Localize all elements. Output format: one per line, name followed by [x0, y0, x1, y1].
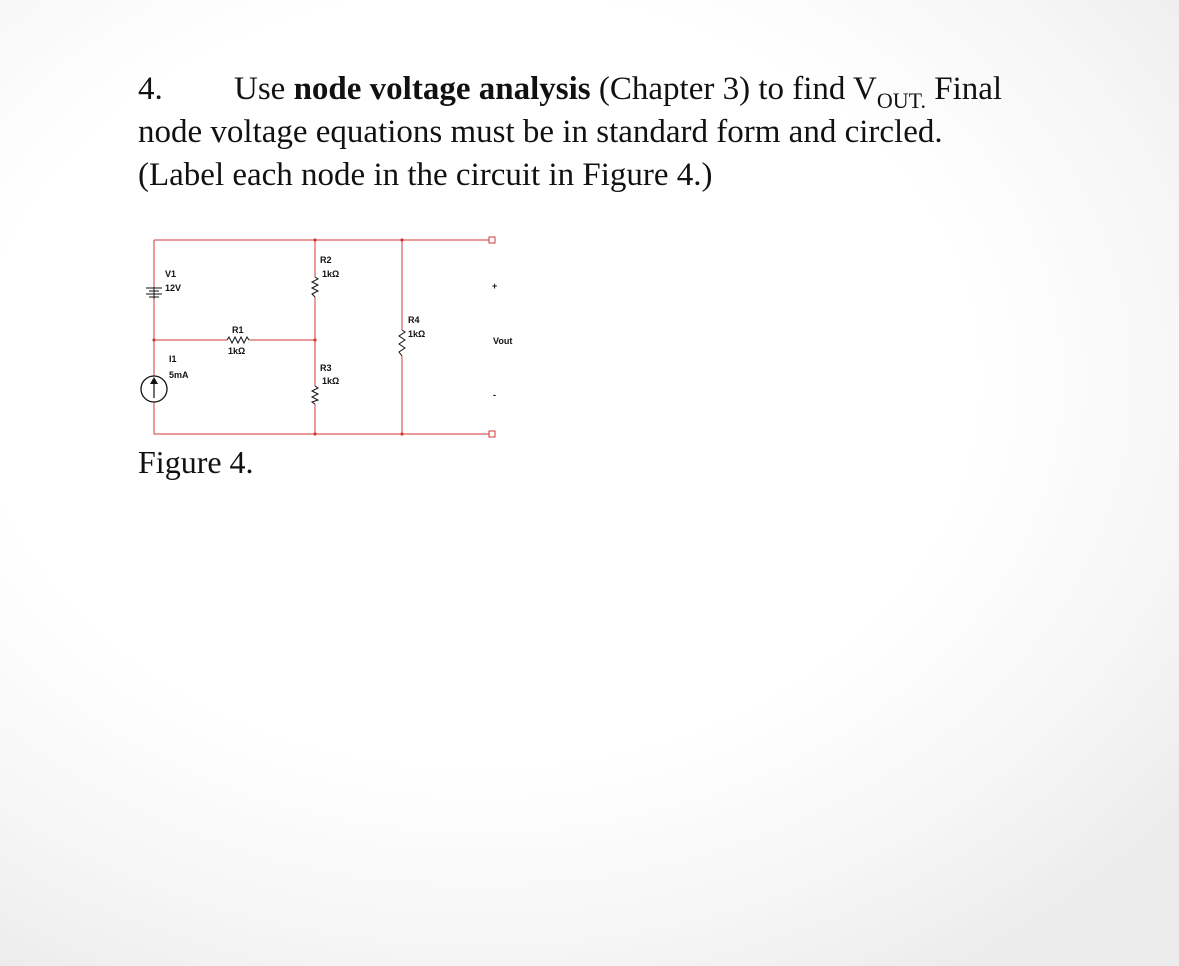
- junction-dot: [400, 432, 403, 435]
- junction-dot: [313, 432, 316, 435]
- junction-dot: [152, 338, 155, 341]
- resistor-r2-symbol: [312, 277, 318, 297]
- i1-value-label: 5mA: [169, 370, 189, 380]
- problem-text-3: Final: [925, 71, 1003, 107]
- current-source-i1-symbol: [141, 376, 167, 402]
- resistor-r1-symbol: [227, 337, 249, 343]
- r4-value-label: 1kΩ: [408, 329, 426, 339]
- v1-value-label: 12V: [165, 283, 182, 293]
- output-terminal-bottom: [489, 431, 495, 437]
- problem-number: 4.: [138, 71, 163, 107]
- output-terminal-top: [489, 237, 495, 243]
- output-minus-label: -: [493, 390, 496, 400]
- resistor-r3-symbol: [312, 386, 318, 404]
- r1-value-label: 1kΩ: [228, 346, 246, 356]
- junction-dot: [313, 338, 316, 341]
- problem-line-2: node voltage equations must be in standard form and circled.: [138, 114, 943, 150]
- output-vout-label: Vout: [493, 336, 513, 346]
- output-plus-label: +: [492, 281, 498, 291]
- i1-name-label: I1: [169, 354, 177, 364]
- problem-text-2: (Chapter 3) to find V: [590, 71, 877, 107]
- voltage-source-v1-symbol: [146, 287, 162, 299]
- r1-name-label: R1: [232, 325, 244, 335]
- vout-subscript: OUT.: [876, 88, 926, 113]
- r4-name-label: R4: [408, 315, 420, 325]
- problem-bold-phrase: node voltage analysis: [293, 71, 591, 107]
- junction-dot: [313, 238, 316, 241]
- r3-value-label: 1kΩ: [322, 376, 340, 386]
- r2-value-label: 1kΩ: [322, 269, 340, 279]
- figure-caption: Figure 4.: [138, 444, 254, 480]
- r2-name-label: R2: [320, 255, 332, 265]
- problem-line-3: (Label each node in the circuit in Figure 4.): [138, 157, 713, 193]
- circuit-schematic: [130, 228, 530, 448]
- v1-name-label: V1: [165, 269, 177, 279]
- junction-dot: [400, 238, 403, 241]
- problem-line-1: [138, 68, 1138, 111]
- r3-name-label: R3: [320, 363, 332, 373]
- resistor-r4-symbol: [399, 330, 405, 356]
- problem-text-1: Use: [234, 71, 294, 107]
- junction-dots: [152, 238, 403, 435]
- problem-statement: [138, 68, 1138, 197]
